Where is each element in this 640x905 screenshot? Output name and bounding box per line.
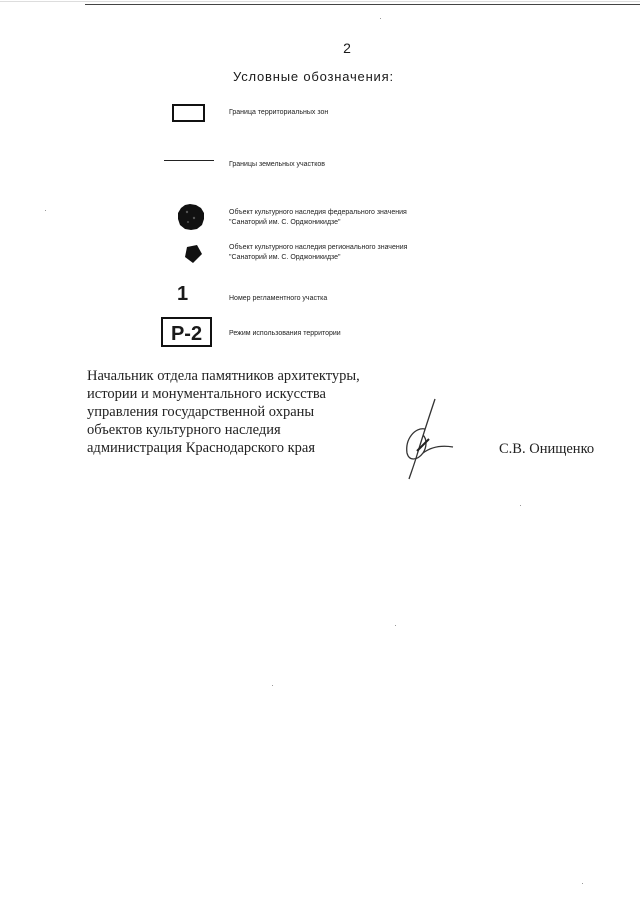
signer-title-line: управления государственной охраны [87, 404, 315, 420]
scan-speck [520, 505, 521, 506]
handwritten-signature-icon [395, 395, 465, 485]
signer-title [87, 367, 360, 457]
legend-label-regional-line1: Объект культурного наследия регионального значения [229, 244, 408, 251]
signer-title-line: истории и монументального искусства [87, 386, 326, 402]
regional-heritage-object-icon [183, 244, 203, 264]
scan-speck [272, 685, 273, 686]
signer-title-line: объектов культурного наследия [87, 422, 281, 438]
territory-use-mode-icon: Р-2 [161, 317, 212, 347]
legend-label-regional-line2: "Санаторий им. С. Орджоникидзе" [229, 254, 341, 261]
signer-title-line: администрация Краснодарского края [87, 440, 316, 456]
territorial-zone-boundary-icon [172, 104, 205, 122]
scan-speck [45, 210, 46, 211]
top-rule [85, 4, 640, 5]
scan-speck [395, 625, 396, 626]
signer-title-line: Начальник отдела памятников архитектуры, [87, 368, 360, 384]
legend-label-zone-boundary: Граница территориальных зон [229, 109, 329, 116]
regulation-plot-number-icon: 1 [177, 283, 189, 305]
legend-label-use-mode: Режим использования территории [229, 330, 341, 337]
legend-label-federal-line2: "Санаторий им. С. Орджоникидзе" [229, 219, 341, 226]
scan-edge [0, 1, 640, 2]
scan-speck [380, 18, 381, 19]
land-plot-boundary-line-icon [164, 160, 214, 161]
legend-title: Условные обозначения: [233, 69, 394, 84]
scan-speck [582, 883, 583, 884]
page-number: 2 [343, 40, 351, 56]
legend-label-federal-line1: Объект культурного наследия федерального значения [229, 209, 407, 216]
federal-heritage-object-icon [176, 203, 206, 231]
legend-label-plot-number: Номер регламентного участка [229, 295, 328, 302]
legend-label-plot-boundary: Границы земельных участков [229, 161, 326, 168]
signer-name: С.В. Онищенко [499, 441, 595, 457]
